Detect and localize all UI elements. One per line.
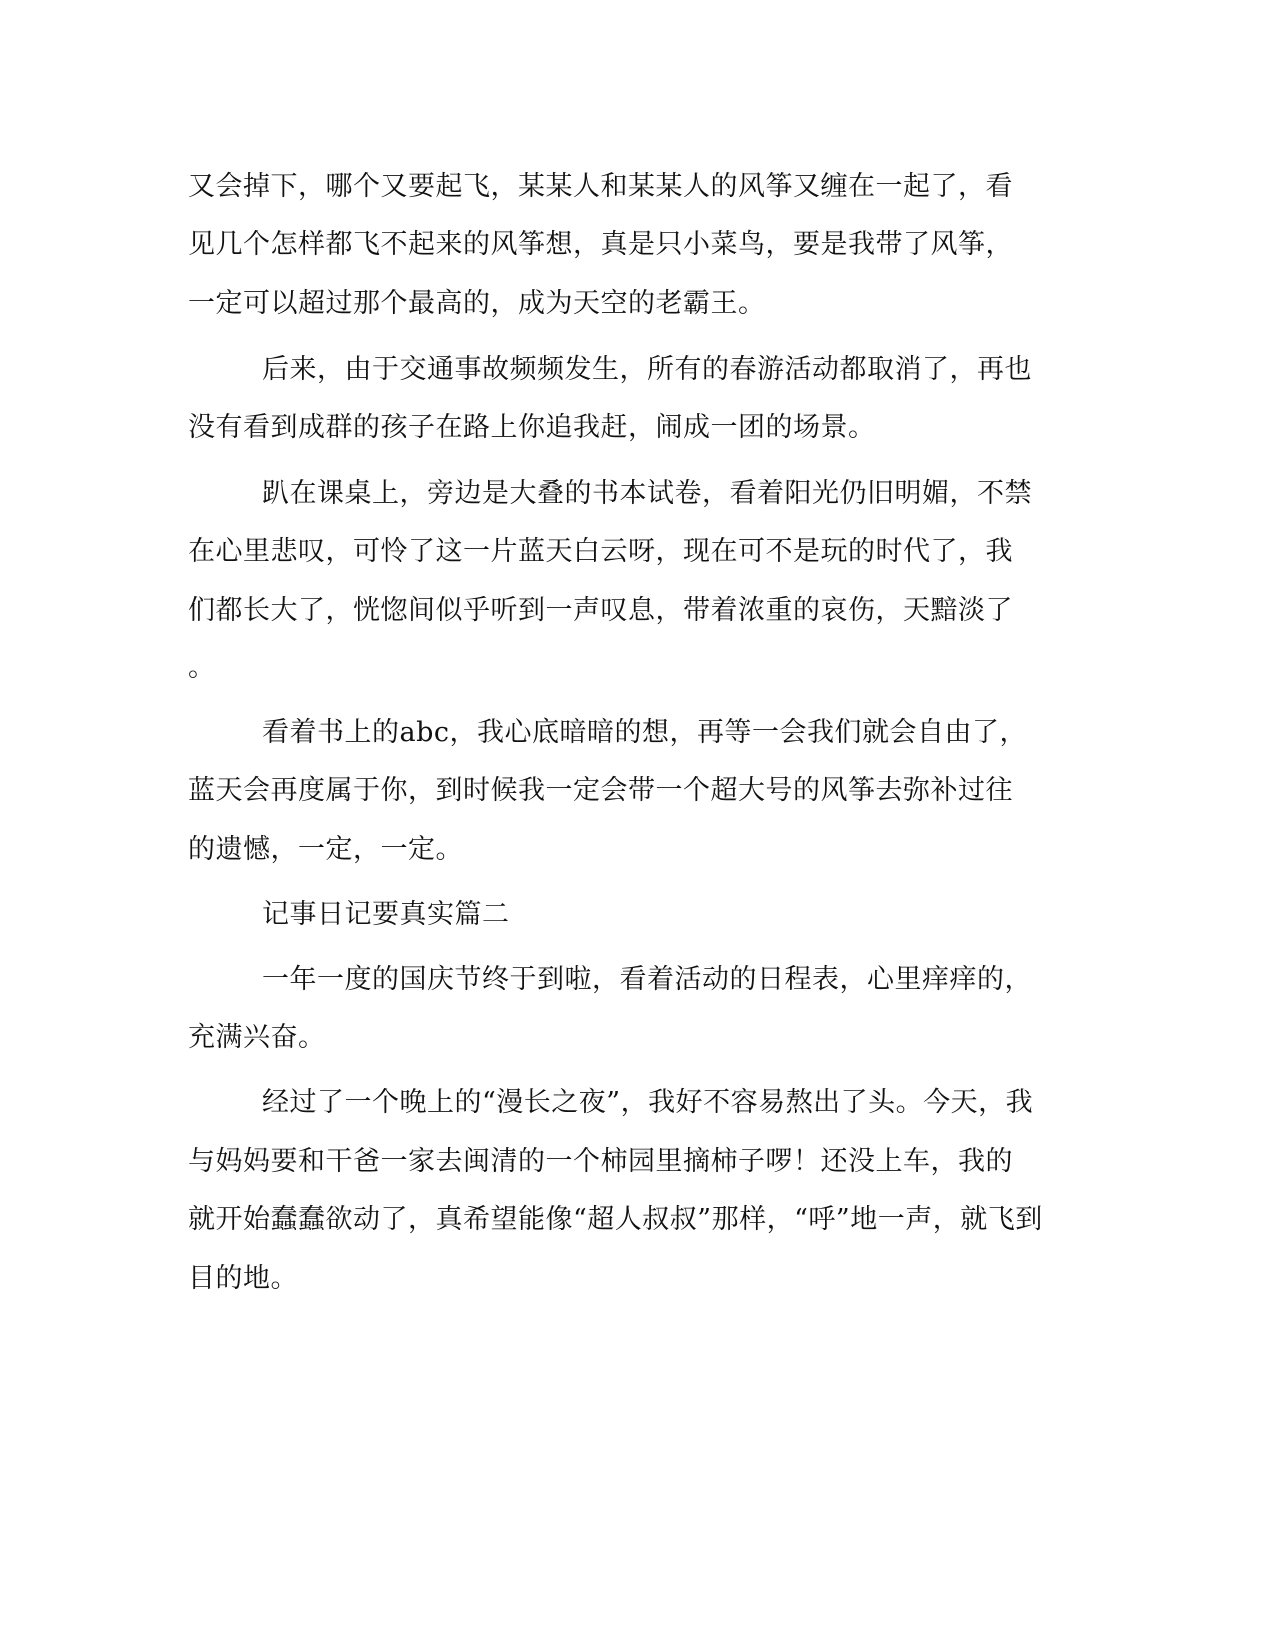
text-line: 见几个怎样都飞不起来的风筝想，真是只小菜鸟，要是我带了风筝， xyxy=(188,229,1013,260)
text-line: 。 xyxy=(188,652,216,683)
text-line: 充满兴奋。 xyxy=(188,1022,326,1053)
paragraph-first-line: 一年一度的国庆节终于到啦，看着活动的日程表，心里痒痒的， xyxy=(262,964,1032,995)
paragraph-first-line: 看着书上的abc，我心底暗暗的想，再等一会我们就会自由了， xyxy=(262,717,1028,748)
text-line: 与妈妈要和干爸一家去闽清的一个柿园里摘柿子啰！还没上车，我的 xyxy=(188,1146,1013,1177)
paragraph-first-line: 趴在课桌上，旁边是大叠的书本试卷，看着阳光仍旧明媚，不禁 xyxy=(262,478,1032,509)
text-line: 的遗憾，一定，一定。 xyxy=(188,834,463,865)
text-line: 在心里悲叹，可怜了这一片蓝天白云呀，现在可不是玩的时代了，我 xyxy=(188,536,1013,567)
text-line: 没有看到成群的孩子在路上你追我赶，闹成一团的场景。 xyxy=(188,412,876,443)
section-heading: 记事日记要真实篇二 xyxy=(262,899,510,930)
text-line: 蓝天会再度属于你，到时候我一定会带一个超大号的风筝去弥补过往 xyxy=(188,775,1013,806)
text-line: 目的地。 xyxy=(188,1263,298,1294)
text-line: 一定可以超过那个最高的，成为天空的老霸王。 xyxy=(188,288,766,319)
text-line: 们都长大了，恍惚间似乎听到一声叹息，带着浓重的哀伤，天黯淡了 xyxy=(188,595,1013,626)
paragraph-first-line: 经过了一个晚上的“漫长之夜”，我好不容易熬出了头。今天，我 xyxy=(262,1087,1034,1118)
text-line: 又会掉下，哪个又要起飞，某某人和某某人的风筝又缠在一起了，看 xyxy=(188,171,1013,202)
text-line: 就开始蠢蠢欲动了，真希望能像“超人叔叔”那样，“呼”地一声，就飞到 xyxy=(188,1204,1043,1235)
paragraph-first-line: 后来，由于交通事故频频发生，所有的春游活动都取消了，再也 xyxy=(262,354,1032,385)
